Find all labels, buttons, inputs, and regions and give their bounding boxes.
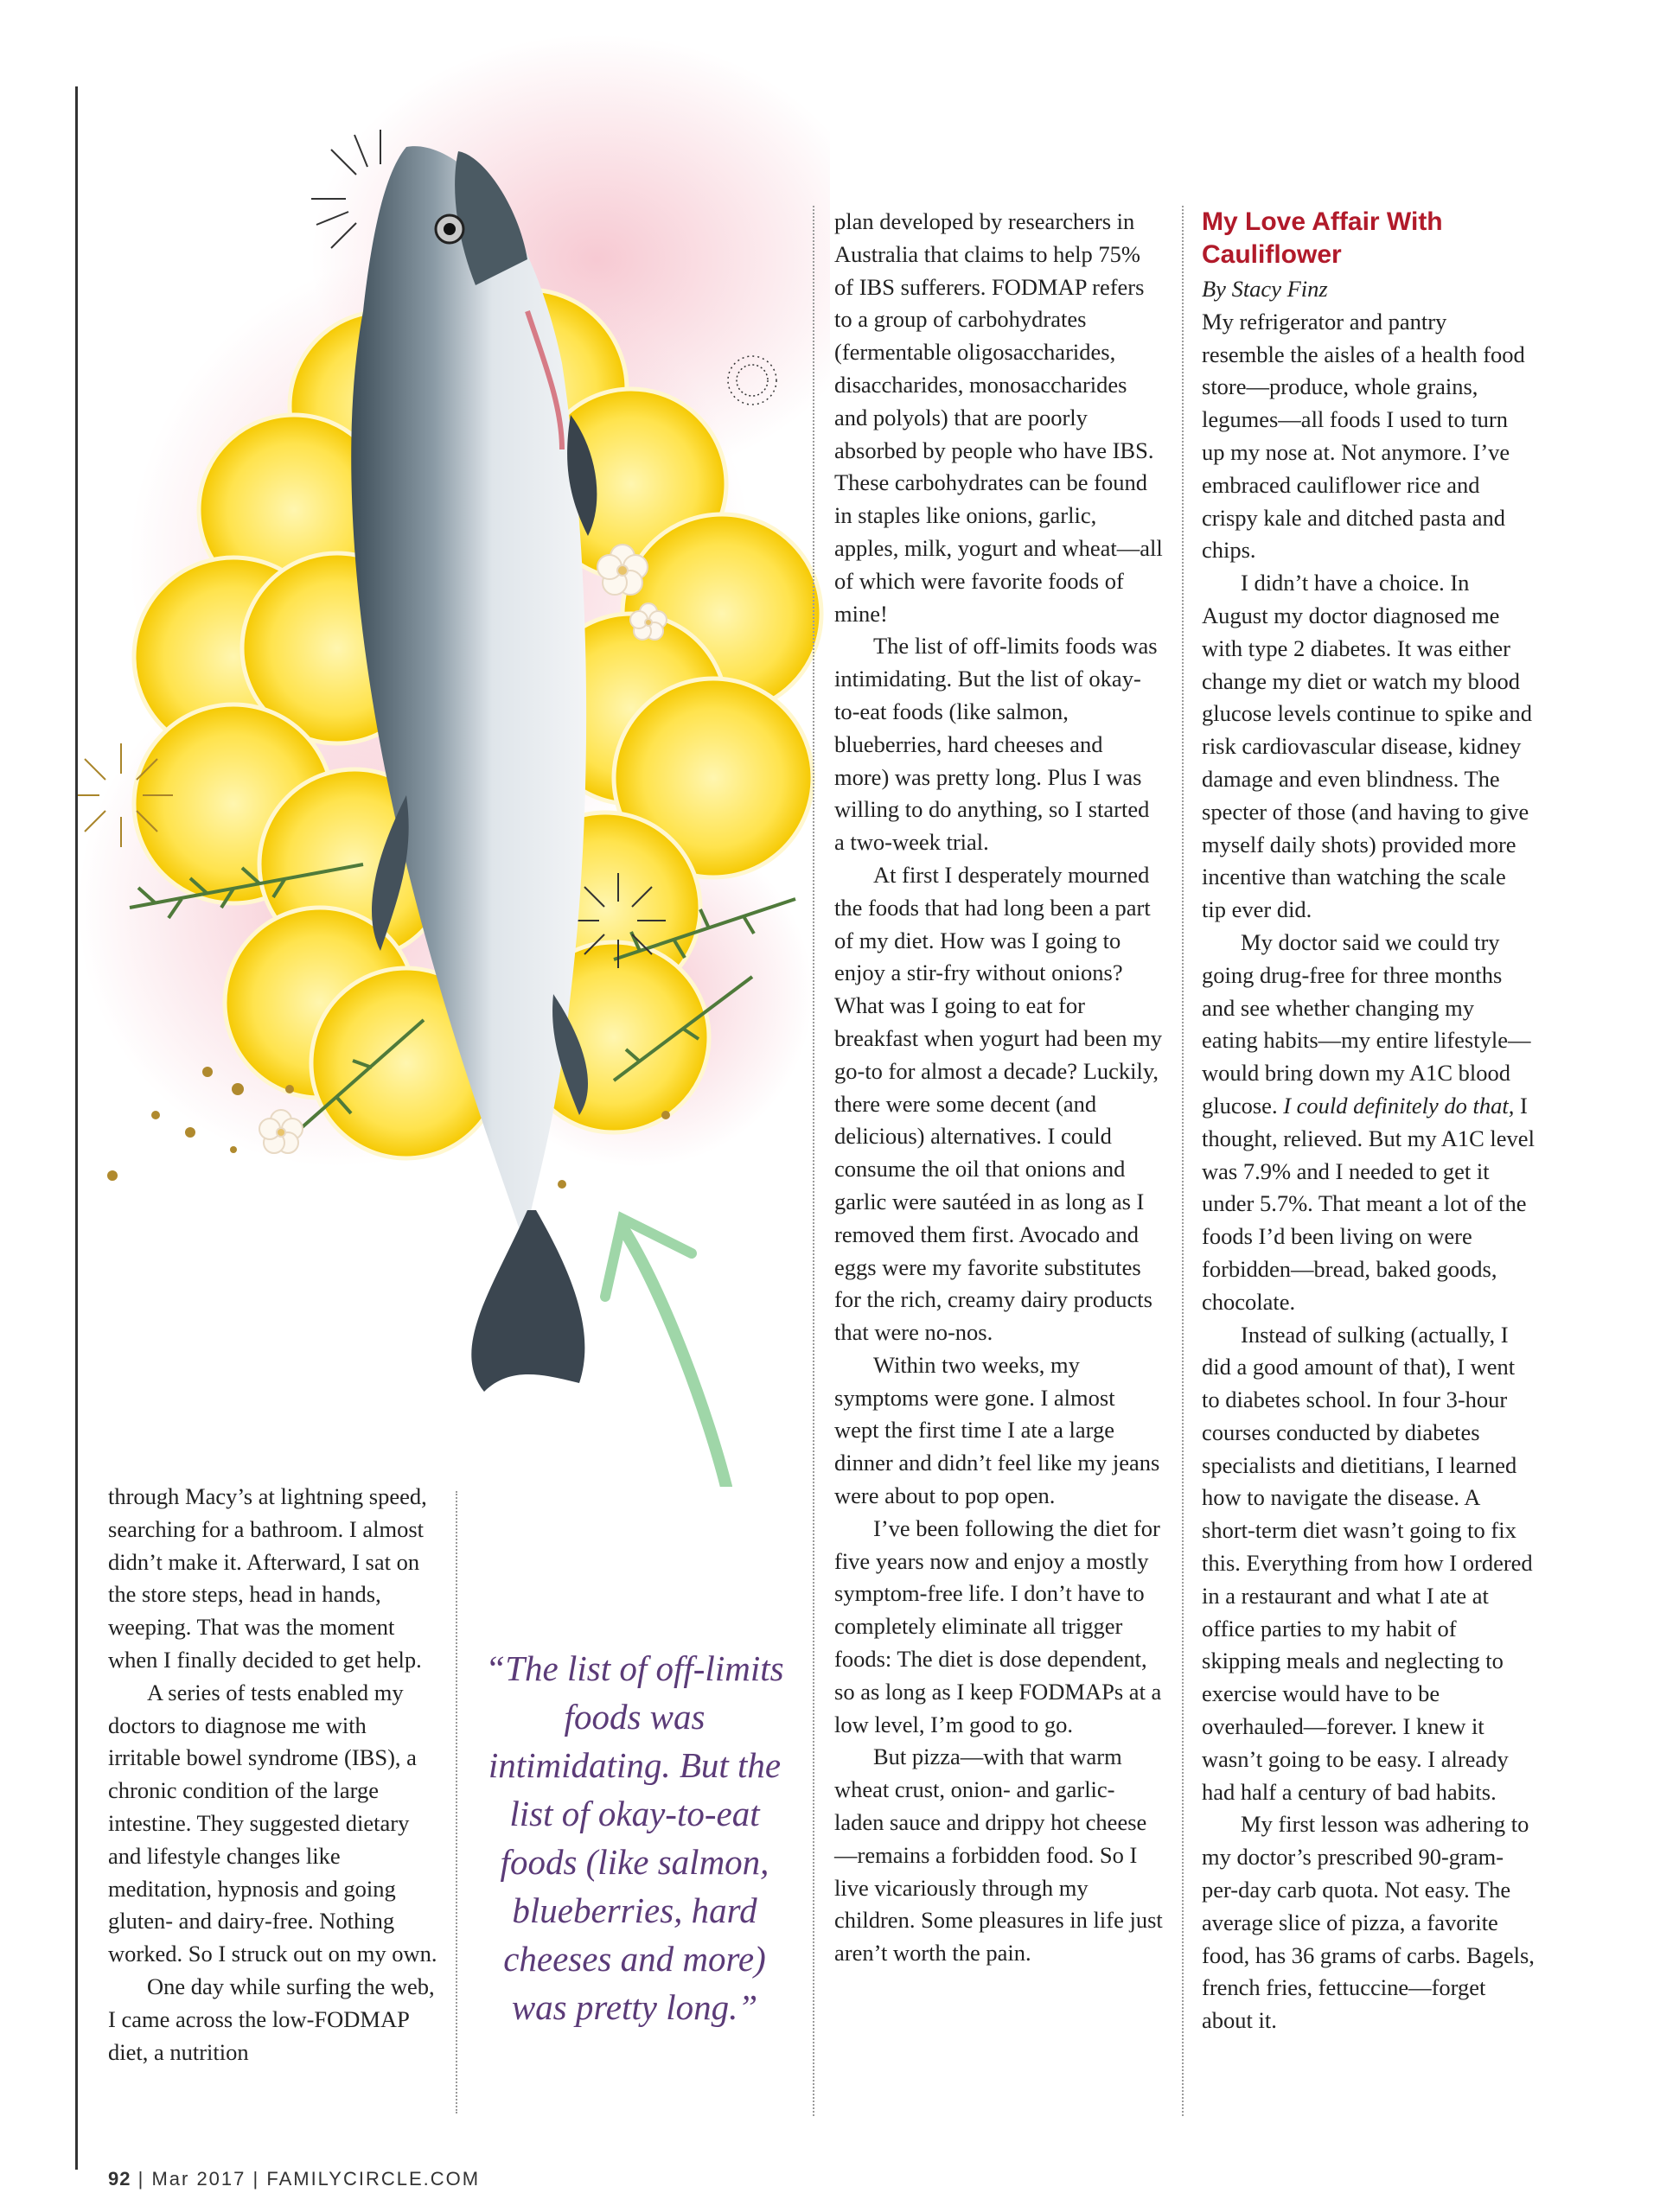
- paragraph: through Macy’s at lightning speed, searching for a bathroom. I almost didn’t make it. Afterward, I sat on the store steps, head in hands, weeping. That was the moment when I finally decided to get help.: [108, 1483, 427, 1673]
- paragraph: [1202, 927, 1535, 1319]
- paragraph: The list of off-limits foods was intimidating. But the list of okay-to-eat foods (like salmon, blueberries, hard cheeses and more) was pretty long. Plus I was willing to do anything, so I started a two-week trial.: [834, 633, 1158, 856]
- salmon-lemon-illustration: [78, 0, 830, 1487]
- pull-quote: “The list of off-limits foods was intimidating. But the list of okay-to-eat foods (like salmon, blueberries, hard cheeses and more) was pretty long.”: [485, 1648, 784, 2027]
- page-footer: [108, 2168, 480, 2190]
- column-divider: [813, 206, 814, 2116]
- paragraph: plan developed by researchers in Australia that claims to help 75% of IBS sufferers. FODMAP refers to a group of carbohydrates (fermentable oligosaccharides, disaccharides, monosaccharides and polyols) that are poorly absorbed by people who have IBS. These carbohydrates can be found in staples like onions, garlic, apples, milk, yogurt and wheat—all of which were favorite foods of mine!: [834, 208, 1163, 627]
- footer-separator: |: [137, 2168, 152, 2190]
- article-column-1: [108, 1481, 441, 2069]
- issue-date: Mar 2017: [151, 2168, 246, 2190]
- column-divider: [456, 1491, 457, 2113]
- website: FAMILYCIRCLE.COM: [266, 2168, 481, 2190]
- paragraph: At first I desperately mourned the foods that had long been a part of my diet. How was I going to enjoy a stir-fry without onions? What was I going to eat for breakfast when yogurt had been my go-to for almost a decade? Luckily, there were some decent (and delicious) alternatives. I could consume the oil that onions and garlic were sautéed in as long as I removed them first. Avocado and eggs were my favorite substitutes for the rich, creamy dairy products that were no-nos.: [834, 861, 1162, 1346]
- page-number: 92: [108, 2168, 131, 2190]
- paragraph: One day while surfing the web, I came across the low-FODMAP diet, a nutrition: [108, 1973, 435, 2065]
- paragraph: Instead of sulking (actually, I did a good amount of that), I went to diabetes school. In four 3-hour courses conducted by diabetes specialists and dietitians, I learned how to navigate the disease. A short-term diet wasn’t going to fix this. Everything from how I ordered in a restaurant and what I ate at office parties to my habit of skipping meals and neglecting to exercise would have to be overhauled—forever. I knew it wasn’t going to be easy. I already had half a century of bad habits.: [1202, 1321, 1533, 1805]
- paragraph: I’ve been following the diet for five years now and enjoy a mostly symptom-free life. I don’t have to completely eliminate all trigger foods: The diet is dose dependent, so as long as I keep FODMAPs at a low level, I’m good to go.: [834, 1514, 1162, 1737]
- paragraph: But pizza—with that warm wheat crust, onion- and garlic-laden sauce and drippy hot cheese—remains a forbidden food. So I live vicariously through my children. Some pleasures in life just aren’t worth the pain.: [834, 1743, 1163, 1967]
- paragraph: Within two weeks, my symptoms were gone. I almost wept the first time I ate a large dinner and didn’t feel like my jeans were about to pop open.: [834, 1351, 1160, 1509]
- paragraph: I didn’t have a choice. In August my doctor diagnosed me with type 2 diabetes. It was either change my diet or watch my blood glucose levels continue to spike and risk cardiovascular disease, kidney damage and even blindness. The specter of those (and having to give myself daily shots) provided more incentive than watching the scale tip ever did.: [1202, 570, 1532, 923]
- footer-separator: |: [252, 2168, 267, 2190]
- text-run: My doctor said we could try going drug-free for three months and see whether changing my eating habits—my entire lifestyle—would bring down my A1C blood glucose.: [1202, 928, 1531, 1119]
- paragraph: My first lesson was adhering to my doctor’s prescribed 90-gram-per-day carb quota. Not easy. The average slice of pizza, a favorite food, has 36 grams of carbs. Bagels, french fries, fettuccine—forget about it.: [1202, 1811, 1535, 2034]
- sidebar-headline: My Love Affair With Cauliflower: [1202, 207, 1443, 269]
- article-column-4: [1202, 206, 1535, 2037]
- paragraph: My refrigerator and pantry resemble the aisles of a health food store—produce, whole grains, legumes—all foods I used to turn up my nose at. Not anymore. I’ve embraced cauliflower rice and crispy kale and ditched pasta and chips.: [1202, 308, 1525, 564]
- article-column-3: [834, 206, 1163, 1970]
- column-divider: [1182, 206, 1184, 2116]
- text-run: I thought, relieved. But my A1C level was 7.9% and I needed to get it under 5.7%. That meant a lot of the foods I’d been living on were forbidden—bread, baked goods, chocolate.: [1202, 1092, 1535, 1315]
- paragraph: A series of tests enabled my doctors to diagnose me with irritable bowel syndrome (IBS), a chronic condition of the large intestine. They suggested dietary and lifestyle changes like meditation, hypnosis and going gluten- and dairy-free. Nothing worked. So I struck out on my own.: [108, 1679, 437, 1967]
- byline: By Stacy Finz: [1202, 276, 1328, 302]
- green-arrow: [605, 1219, 726, 1487]
- italic-text: I could definitely do that,: [1283, 1092, 1515, 1119]
